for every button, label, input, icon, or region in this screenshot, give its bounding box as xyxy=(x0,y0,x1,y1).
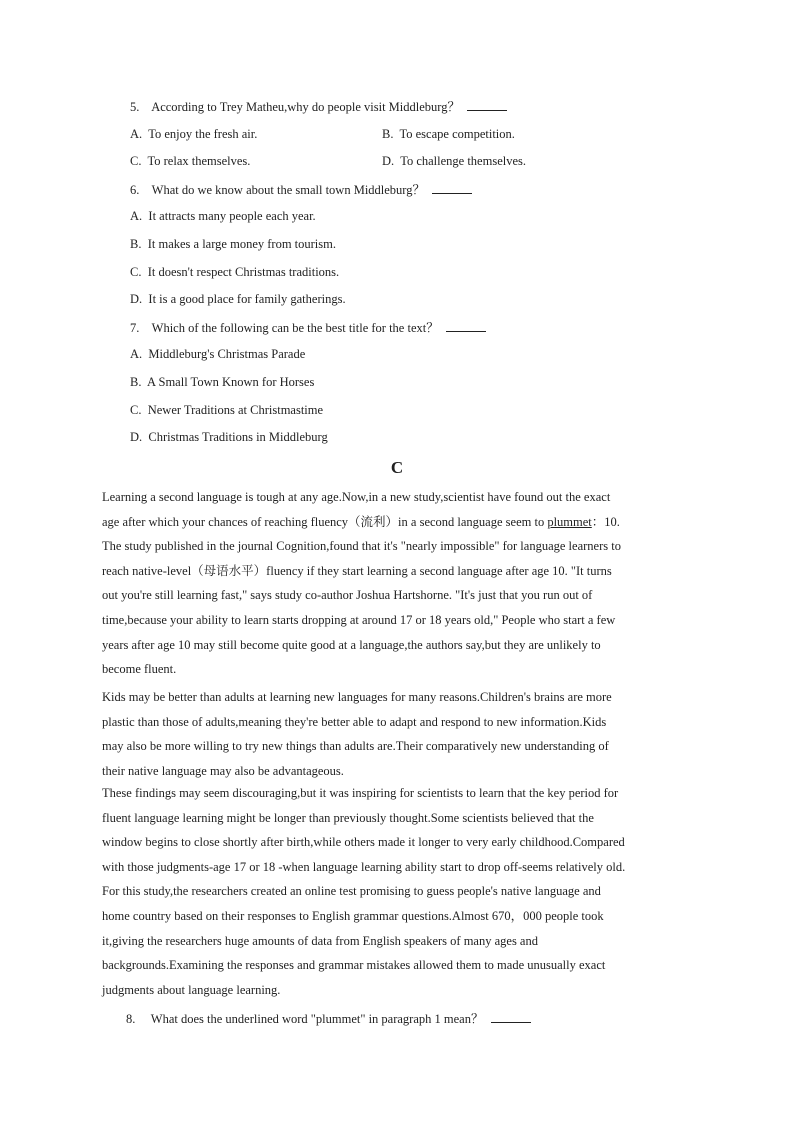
option-c xyxy=(130,402,323,418)
question-5 xyxy=(130,98,507,115)
option-label: C. xyxy=(130,154,142,168)
section-title: C xyxy=(390,458,404,477)
passage-line: Kids may be better than adults at learning new languages for many reasons.Children's brains are more xyxy=(102,690,612,704)
option-label: D. xyxy=(130,430,143,444)
option-label: C. xyxy=(130,403,142,417)
option-label: D. xyxy=(130,292,143,306)
question-number: 7. xyxy=(130,321,140,335)
passage-paragraph-2 xyxy=(102,685,692,783)
option-label: C. xyxy=(130,265,142,279)
passage-line: plastic than those of adults,meaning they're better able to adapt and respond to new information.Kids xyxy=(102,714,607,729)
option-label: B. xyxy=(130,237,142,251)
passage-line xyxy=(102,510,692,535)
option-text: It doesn't respect Christmas traditions. xyxy=(147,265,340,279)
option-c xyxy=(130,153,250,169)
option-label: A. xyxy=(130,127,143,141)
option-text: Middleburg's Christmas Parade xyxy=(148,347,306,361)
passage-line: reach native-level（母语水平）fluency if they start learning a second language after age 10. "It turns xyxy=(102,563,612,578)
option-text: To relax themselves. xyxy=(147,154,251,168)
passage-line: backgrounds.Examining the responses and grammar mistakes allowed them to made unusually exact xyxy=(102,958,606,973)
passage-line-text: age after which your chances of reaching fluency（流利）in a second language seem to xyxy=(102,514,548,529)
option-a xyxy=(130,208,316,224)
option-label: A. xyxy=(130,209,143,223)
question-number: 5. xyxy=(130,100,140,114)
passage-line: their native language may also be advantageous. xyxy=(102,763,344,778)
question-stem: What do we know about the small town Middleburg？ xyxy=(151,183,425,197)
option-d xyxy=(130,291,346,307)
option-text: Newer Traditions at Christmastime xyxy=(147,403,324,417)
option-label: B. xyxy=(130,375,142,389)
option-text: Christmas Traditions in Middleburg xyxy=(148,430,328,444)
option-text: It attracts many people each year. xyxy=(148,209,316,223)
question-number: 8. xyxy=(126,1012,136,1026)
option-text: To enjoy the fresh air. xyxy=(148,127,258,141)
option-text: A Small Town Known for Horses xyxy=(147,375,315,389)
option-b xyxy=(130,374,314,390)
passage-line: For this study,the researchers created an online test promising to guess people's native language and xyxy=(102,884,601,899)
passage-line: The study published in the journal Cognition,found that it's "nearly impossible" for language learners to xyxy=(102,539,621,554)
passage-line: become fluent. xyxy=(102,662,177,677)
passage-line: Learning a second language is tough at any age.Now,in a new study,scientist have found out the exact xyxy=(102,490,611,504)
passage-line-text: ：10. xyxy=(591,514,620,529)
passage-line: with those judgments-age 17 or 18 -when language learning ability start to drop off-seems relatively old. xyxy=(102,859,626,874)
passage-line: home country based on their responses to English grammar questions.Almost 670，000 people took xyxy=(102,908,604,923)
option-c xyxy=(130,264,339,280)
passage-line: fluent language learning might be longer than previously thought.Some scientists believed that the xyxy=(102,810,594,825)
option-label: B. xyxy=(382,127,394,141)
answer-blank[interactable] xyxy=(467,98,507,111)
passage-line: These findings may seem discouraging,but it was inspiring for scientists to learn that the key period for xyxy=(102,786,619,800)
passage-line: may also be more willing to try new things than adults are.Their comparatively new understanding of xyxy=(102,739,609,754)
option-a xyxy=(130,126,257,142)
passage-paragraph-1 xyxy=(102,485,692,682)
question-7 xyxy=(130,319,486,336)
option-text: It makes a large money from tourism. xyxy=(147,237,336,251)
passage-line: it,giving the researchers huge amounts of data from English speakers of many ages and xyxy=(102,933,538,948)
option-d xyxy=(130,429,328,445)
question-stem: Which of the following can be the best title for the text？ xyxy=(151,321,439,335)
question-stem: According to Trey Matheu,why do people visit Middleburg？ xyxy=(151,100,460,114)
option-a xyxy=(130,346,305,362)
option-label: A. xyxy=(130,347,143,361)
question-number: 6. xyxy=(130,183,140,197)
option-text: It is a good place for family gatherings. xyxy=(148,292,346,306)
option-d xyxy=(382,153,526,169)
passage-line: years after age 10 may still become quite good at a language,the authors say,but they are unlikely to xyxy=(102,637,601,652)
option-text: To challenge themselves. xyxy=(400,154,527,168)
underlined-word: plummet xyxy=(547,514,592,529)
option-text: To escape competition. xyxy=(399,127,515,141)
option-b xyxy=(130,236,336,252)
passage-line: out you're still learning fast," says study co-author Joshua Hartshorne. "It's just that you run out of xyxy=(102,588,593,603)
answer-blank[interactable] xyxy=(446,319,486,332)
answer-blank[interactable] xyxy=(432,181,472,194)
option-label: D. xyxy=(382,154,395,168)
option-b xyxy=(382,126,515,142)
passage-line: window begins to close shortly after birth,while others made it longer to very early childhood.Compared xyxy=(102,835,625,850)
passage-paragraph-3 xyxy=(102,781,692,1002)
question-8 xyxy=(126,1010,531,1027)
passage-line: time,because your ability to learn starts dropping at around 17 or 18 years old," People who start a few xyxy=(102,612,616,627)
question-stem: What does the underlined word "plummet" in paragraph 1 mean？ xyxy=(150,1012,484,1026)
question-6 xyxy=(130,181,472,198)
passage-line: judgments about language learning. xyxy=(102,982,281,997)
answer-blank[interactable] xyxy=(491,1010,531,1023)
